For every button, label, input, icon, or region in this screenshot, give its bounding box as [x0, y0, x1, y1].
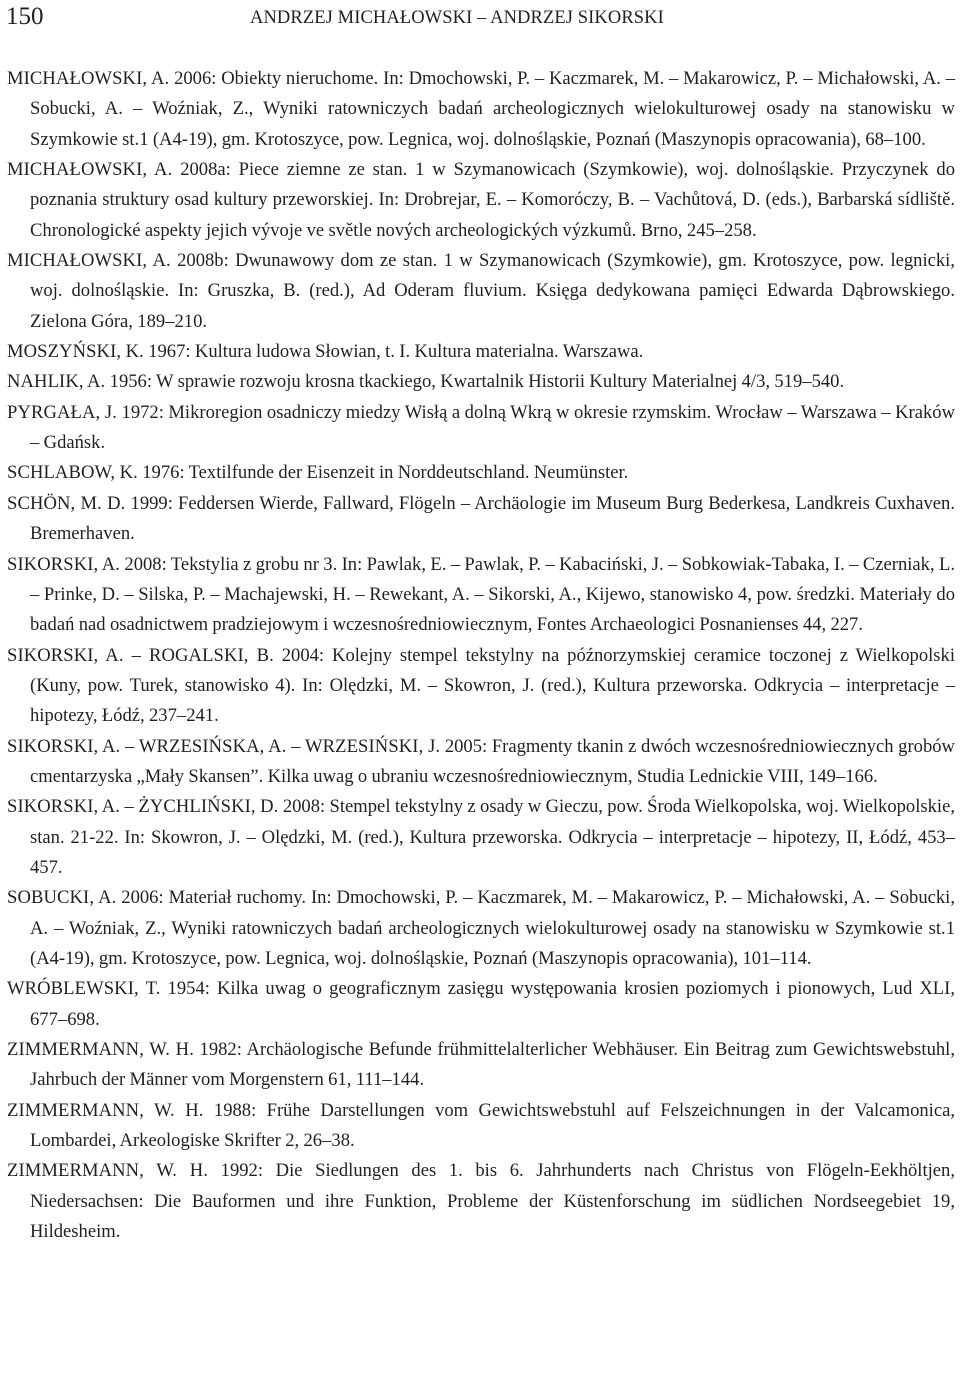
reference-text: 2006: Materiał ruchomy. In: Dmochowski, P. – Kaczmarek, M. – Makarowicz, P. – Michałowski, A. – Sobucki, A. – Woźniak, Z., Wyniki ratowniczych badań archeologicznych wielokulturowej osady na stanowisku w Szymkowie st.1 (A4-19), gm. Krotoszyce, pow. Legnica, woj. dolnośląskie, Poznań (Maszynopis opracowania), 101–114. [30, 887, 955, 969]
reference-entry [7, 155, 955, 246]
reference-author: ZIMMERMANN, W. H. [7, 1160, 209, 1182]
reference-entry [7, 550, 955, 641]
reference-entry [7, 367, 955, 397]
reference-entry [7, 1035, 955, 1096]
reference-author: PYRGAŁA, J. [7, 401, 117, 423]
reference-text: 2004: Kolejny stempel tekstylny na późnorzymskiej ceramice toczonej z Wielkopolski (Kuny, pow. Turek, stanowisko 4). In: Olędzki, M. – Skowron, J. (red.), Kultura przeworska. Odkrycia – interpretacje – hipotezy, Łódź, 237–241. [30, 644, 956, 727]
page-number: 150 [6, 3, 44, 30]
reference-author: SCHÖN, M. D. [7, 492, 126, 514]
reference-text: 1972: Mikroregion osadniczy miedzy Wisłą a dolną Wkrą w okresie rzymskim. Wrocław – Warszawa – Kraków – Gdańsk. [30, 401, 955, 454]
reference-author: ZIMMERMANN, W. H. [7, 1039, 194, 1060]
reference-text: 1954: Kilka uwag o geograficznym zasięgu występowania krosien poziomych i pionowych, Lud XLI, 677–698. [30, 978, 955, 1030]
running-title: ANDRZEJ MICHAŁOWSKI – ANDRZEJ SIKORSKI [250, 8, 664, 28]
reference-author: MICHAŁOWSKI, A. [7, 159, 173, 181]
reference-entry [7, 1156, 955, 1247]
reference-text: 2008b: Dwunawowy dom ze stan. 1 w Szymanowicach (Szymkowie), gm. Krotoszyce, pow. legnicki, woj. dolnośląskie. In: Gruszka, B. (red.), Ad Oderam fluvium. Księga dedykowana pamięci Edwarda Dąbrowskiego. Zielona Góra, 189–210. [30, 250, 955, 332]
reference-entry [7, 974, 955, 1035]
reference-text: 1967: Kultura ludowa Słowian, t. I. Kultura materialna. Warszawa. [143, 341, 644, 363]
reference-author: WRÓBLEWSKI, T. [7, 978, 161, 1000]
reference-entry [7, 1096, 955, 1157]
reference-text: 1956: W sprawie rozwoju krosna tkackiego, Kwartalnik Historii Kultury Materialnej 4/3, 519–540. [105, 371, 845, 393]
reference-author: SIKORSKI, A. – WRZESIŃSKA, A. – WRZESIŃSKI, J. [7, 735, 441, 757]
reference-author: SIKORSKI, A. – ROGALSKI, B. [7, 644, 274, 666]
reference-entry [7, 641, 955, 732]
reference-entry [7, 337, 955, 367]
reference-entry [7, 883, 955, 974]
reference-text: 1976: Textilfunde der Eisenzeit in Norddeutschland. Neumünster. [137, 462, 629, 484]
reference-entry [7, 489, 955, 550]
reference-entry [7, 792, 955, 883]
reference-author: NAHLIK, A. [7, 371, 106, 393]
reference-entry [7, 458, 955, 488]
bibliography-list [7, 64, 955, 1247]
reference-author: SCHLABOW, K. [7, 462, 138, 484]
reference-entry [7, 398, 955, 459]
reference-text: 2008a: Piece ziemne ze stan. 1 w Szymanowicach (Szymkowie), woj. dolnośląskie. Przyczynek do poznania struktury osad kultury przeworskiej. In: Drobrejar, E. – Komoróczy, B. – Vachůtová, D. (eds.), Barbarská sídliště. Chronologické aspekty jejich vývoje ve světle nových archeologických výzkumů. Brno, 245–258. [30, 159, 955, 241]
reference-text: 2008: Tekstylia z grobu nr 3. In: Pawlak, E. – Pawlak, P. – Kabaciński, J. – Sobkowiak-Tabaka, I. – Czerniak, L. – Prinke, D. – Silska, P. – Machajewski, H. – Rewekant, A. – Sikorski, A., Kijewo, stanowisko 4, pow. średzki. Materiały do badań nad osadnictwem pradziejowym i wczesnośredniowiecznym, Fontes Archaeologici Posnanienses 44, 227. [30, 553, 955, 636]
reference-author: MOSZYŃSKI, K. [7, 341, 144, 363]
reference-text: 1988: Frühe Darstellungen vom Gewichtswebstuhl auf Felszeichnungen in der Valcamonica, Lombardei, Arkeologiske Skrifter 2, 26–38. [30, 1099, 955, 1152]
reference-author: SIKORSKI, A. [7, 553, 121, 575]
reference-text: 1992: Die Siedlungen des 1. bis 6. Jahrhunderts nach Christus von Flögeln-Eekhöltjen, Niedersachsen: Die Bauformen und ihre Funktion, Probleme der Küstenforschung im südlichen Nordseegebiet 19, Hildesheim. [30, 1160, 955, 1243]
reference-entry [7, 64, 955, 155]
reference-author: ZIMMERMANN, W. H. [7, 1099, 204, 1121]
reference-author: MICHAŁOWSKI, A. [7, 250, 171, 272]
reference-text: 1982: Archäologische Befunde frühmittelalterlicher Webhäuser. Ein Beitrag zum Gewichtswebstuhl, Jahrbuch der Männer vom Morgenstern 61, 111–144. [30, 1039, 955, 1091]
reference-author: MICHAŁOWSKI, A. [7, 68, 170, 89]
reference-entry [7, 732, 955, 793]
reference-text: 2008: Stempel tekstylny z osady w Gieczu, pow. Środa Wielkopolska, woj. Wielkopolskie, stan. 21-22. In: Skowron, J. – Olędzki, M. (red.), Kultura przeworska. Odkrycia – interpretacje – hipotezy, II, Łódź, 453–457. [30, 796, 955, 878]
reference-author: SIKORSKI, A. – ŻYCHLIŃSKI, D. [7, 796, 279, 818]
reference-text: 1999: Feddersen Wierde, Fallward, Flögeln – Archäologie im Museum Burg Bederkesa, Landkreis Cuxhaven. Bremerhaven. [30, 492, 955, 545]
reference-text: 2006: Obiekty nieruchome. In: Dmochowski, P. – Kaczmarek, M. – Makarowicz, P. – Michałowski, A. – Sobucki, A. – Woźniak, Z., Wyniki ratowniczych badań archeologicznych wielokulturowej osady na stanowisku w Szymkowie st.1 (A4-19), gm. Krotoszyce, pow. Legnica, woj. dolnośląskie, Poznań (Maszynopis opracowania), 68–100. [30, 68, 956, 150]
reference-author: SOBUCKI, A. [7, 887, 117, 909]
running-header [6, 2, 954, 32]
reference-entry [7, 246, 955, 337]
reference-text: 2005: Fragmenty tkanin z dwóch wczesnośredniowiecznych grobów cmentarzyska „Mały Skansen”. Kilka uwag o ubraniu wczesnośredniowiecznym, Studia Lednickie VIII, 149–166. [30, 735, 955, 787]
